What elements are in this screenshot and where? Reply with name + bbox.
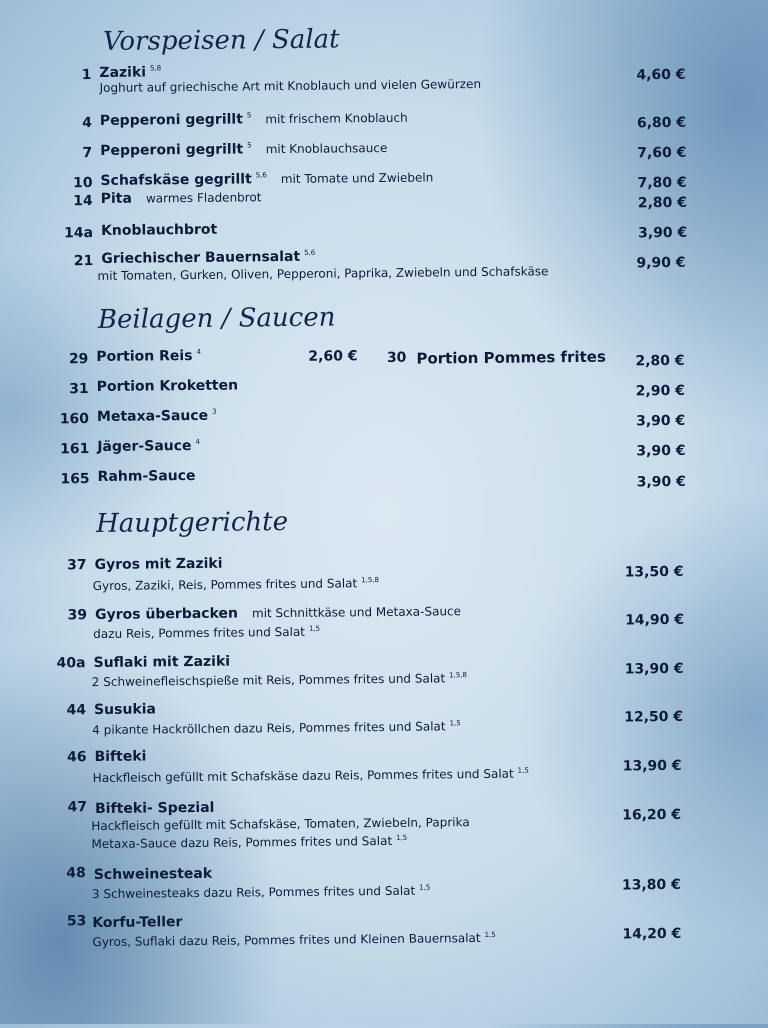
- allergen-note: 1,5: [484, 930, 496, 939]
- item-price: 2,80 €: [637, 194, 688, 212]
- item-price: 13,50 €: [624, 563, 684, 581]
- item-price: 3,90 €: [636, 473, 686, 491]
- item-number: 14a: [64, 225, 94, 242]
- allergen-note: 4: [195, 437, 200, 446]
- item-name: Rahm-Sauce: [97, 467, 196, 485]
- item-name: Gyros mit Zaziki: [94, 555, 223, 574]
- item-name: Jäger-Sauce $^4$: [97, 437, 200, 455]
- item-name: Zaziki $^{5,8}$: [99, 64, 162, 81]
- item-price: 2,80 €: [635, 352, 685, 370]
- item-description: Gyros, Suflaki dazu Reis, Pommes frites und Kleinen Bauernsalat $^{1,5}$: [92, 930, 496, 950]
- item-name: Bifteki: [94, 748, 147, 766]
- item-description: 2 Schweinefleischspieße mit Reis, Pommes frites und Salat $^{1,5,8}$: [91, 671, 468, 690]
- allergen-note: 1,5: [396, 833, 408, 842]
- item-name: Susukia: [93, 701, 157, 719]
- item-number: 48: [66, 865, 86, 882]
- allergen-note: 1,5: [308, 624, 321, 633]
- allergen-note: 1,5: [517, 766, 529, 775]
- item-name: Portion Pommes frites: [416, 347, 606, 368]
- allergen-note: 5: [247, 141, 252, 150]
- item-price: 13,90 €: [622, 757, 682, 775]
- allergen-note: 3: [212, 407, 217, 416]
- item-number: 53: [66, 913, 87, 930]
- item-price: 7,80 €: [637, 174, 687, 192]
- item-name: Schafskäse gegrillt $^{5,6}$ mit Tomate und Zwiebeln: [100, 170, 434, 189]
- allergen-note: 1,5: [419, 883, 431, 892]
- item-price: 7,60 €: [637, 144, 687, 162]
- item-price: 9,90 €: [636, 254, 686, 272]
- item-name: Metaxa-Sauce $^3$: [96, 407, 217, 425]
- item-description: 4 pikante Hackröllchen dazu Reis, Pommes frites und Salat $^{1,5}$: [92, 719, 461, 738]
- item-number: 7: [82, 145, 93, 162]
- item-number: 30: [386, 349, 407, 366]
- item-description: Hackfleisch gefüllt mit Schafskäse, Tomaten, Zwiebeln, Paprika: [91, 815, 470, 834]
- item-name: Pepperoni gegrillt $^5$ mit Knoblauchsauce: [100, 140, 388, 159]
- item-number: 40a: [56, 655, 86, 672]
- item-name: Suflaki mit Zaziki: [93, 653, 231, 672]
- item-name: Portion Reis $^4$: [96, 347, 201, 366]
- item-price: 3,90 €: [635, 412, 686, 430]
- item-price: 12,50 €: [624, 708, 684, 726]
- allergen-note: 1,5,8: [449, 671, 468, 680]
- item-price: 13,80 €: [621, 876, 681, 894]
- item-inline-description: mit Schnittkäse und Metaxa-Sauce: [251, 604, 462, 621]
- allergen-note: 5: [246, 111, 252, 120]
- item-number: 160: [59, 411, 90, 428]
- item-number: 161: [60, 441, 90, 458]
- item-price: 2,90 €: [635, 382, 686, 400]
- item-number: 29: [68, 351, 89, 368]
- item-price: 6,80 €: [636, 114, 687, 132]
- item-inline-description: warmes Fladenbrot: [145, 190, 262, 206]
- item-number: 14: [73, 193, 93, 210]
- item-number: 39: [67, 607, 88, 624]
- item-price: 14,90 €: [625, 611, 685, 629]
- item-description: dazu Reis, Pommes frites und Salat $^{1,5}$: [93, 624, 321, 642]
- item-description: Gyros, Zaziki, Reis, Pommes frites und Salat $^{1,5,8}$: [92, 576, 380, 594]
- item-name: Knoblauchbrot: [100, 221, 218, 239]
- item-description: Metaxa-Sauce dazu Reis, Pommes frites und Salat $^{1,5}$: [91, 833, 408, 852]
- item-name: Pita warmes Fladenbrot: [100, 190, 262, 207]
- item-price: 4,60 €: [636, 66, 686, 84]
- item-number: 4: [82, 115, 92, 132]
- item-price: 3,90 €: [638, 224, 688, 242]
- item-price: 16,20 €: [622, 806, 682, 824]
- item-number: 10: [72, 175, 93, 192]
- item-name: Pepperoni gegrillt $^5$ mit frischem Knoblauch: [99, 110, 408, 129]
- item-name: Griechischer Bauernsalat $^{5,6}$: [101, 248, 316, 267]
- allergen-note: 5,6: [304, 248, 316, 257]
- item-name: Portion Kroketten: [96, 377, 239, 396]
- item-description: Joghurt auf griechische Art mit Knoblauch und vielen Gewürzen: [99, 76, 482, 95]
- allergen-note: 4: [196, 347, 201, 356]
- item-number: 47: [67, 799, 88, 816]
- item-inline-description: mit frischem Knoblauch: [265, 110, 408, 127]
- item-description: mit Tomaten, Gurken, Oliven, Pepperoni, Paprika, Zwiebeln und Schafskäse: [97, 264, 549, 283]
- allergen-note: 5,6: [255, 171, 267, 180]
- item-name: Korfu-Teller: [92, 914, 183, 932]
- item-number: 165: [60, 471, 90, 488]
- item-inline-description: mit Knoblauchsauce: [265, 140, 388, 157]
- item-number: 37: [66, 557, 87, 574]
- item-name: Bifteki- Spezial: [95, 799, 215, 818]
- allergen-note: 1,5,8: [361, 576, 380, 585]
- section-title-hauptgerichte: Hauptgerichte: [95, 507, 289, 540]
- item-number: 21: [73, 253, 94, 270]
- section-title-vorspeisen: Vorspeisen / Salat: [102, 24, 340, 57]
- item-price: 2,60 €: [308, 348, 358, 365]
- item-price: 14,20 €: [622, 925, 682, 943]
- item-name: Gyros überbacken mit Schnittkäse und Metaxa-Sauce: [94, 604, 462, 624]
- allergen-note: 1,5: [449, 719, 461, 728]
- allergen-note: 5,8: [149, 64, 162, 73]
- item-number: 44: [66, 702, 87, 719]
- item-number: 46: [66, 749, 87, 766]
- item-number: 1: [81, 67, 92, 84]
- section-title-beilagen: Beilagen / Saucen: [97, 302, 336, 335]
- item-price: 13,90 €: [624, 660, 684, 678]
- item-price: 3,90 €: [636, 442, 686, 460]
- item-inline-description: mit Tomate und Zwiebeln: [280, 170, 434, 187]
- item-description: 3 Schweinesteaks dazu Reis, Pommes frites und Salat $^{1,5}$: [91, 883, 431, 902]
- item-number: 31: [69, 381, 89, 398]
- item-name: Schweinesteak: [93, 865, 213, 884]
- item-description: Hackfleisch gefüllt mit Schafskäse dazu Reis, Pommes frites und Salat $^{1,5}$: [92, 766, 529, 786]
